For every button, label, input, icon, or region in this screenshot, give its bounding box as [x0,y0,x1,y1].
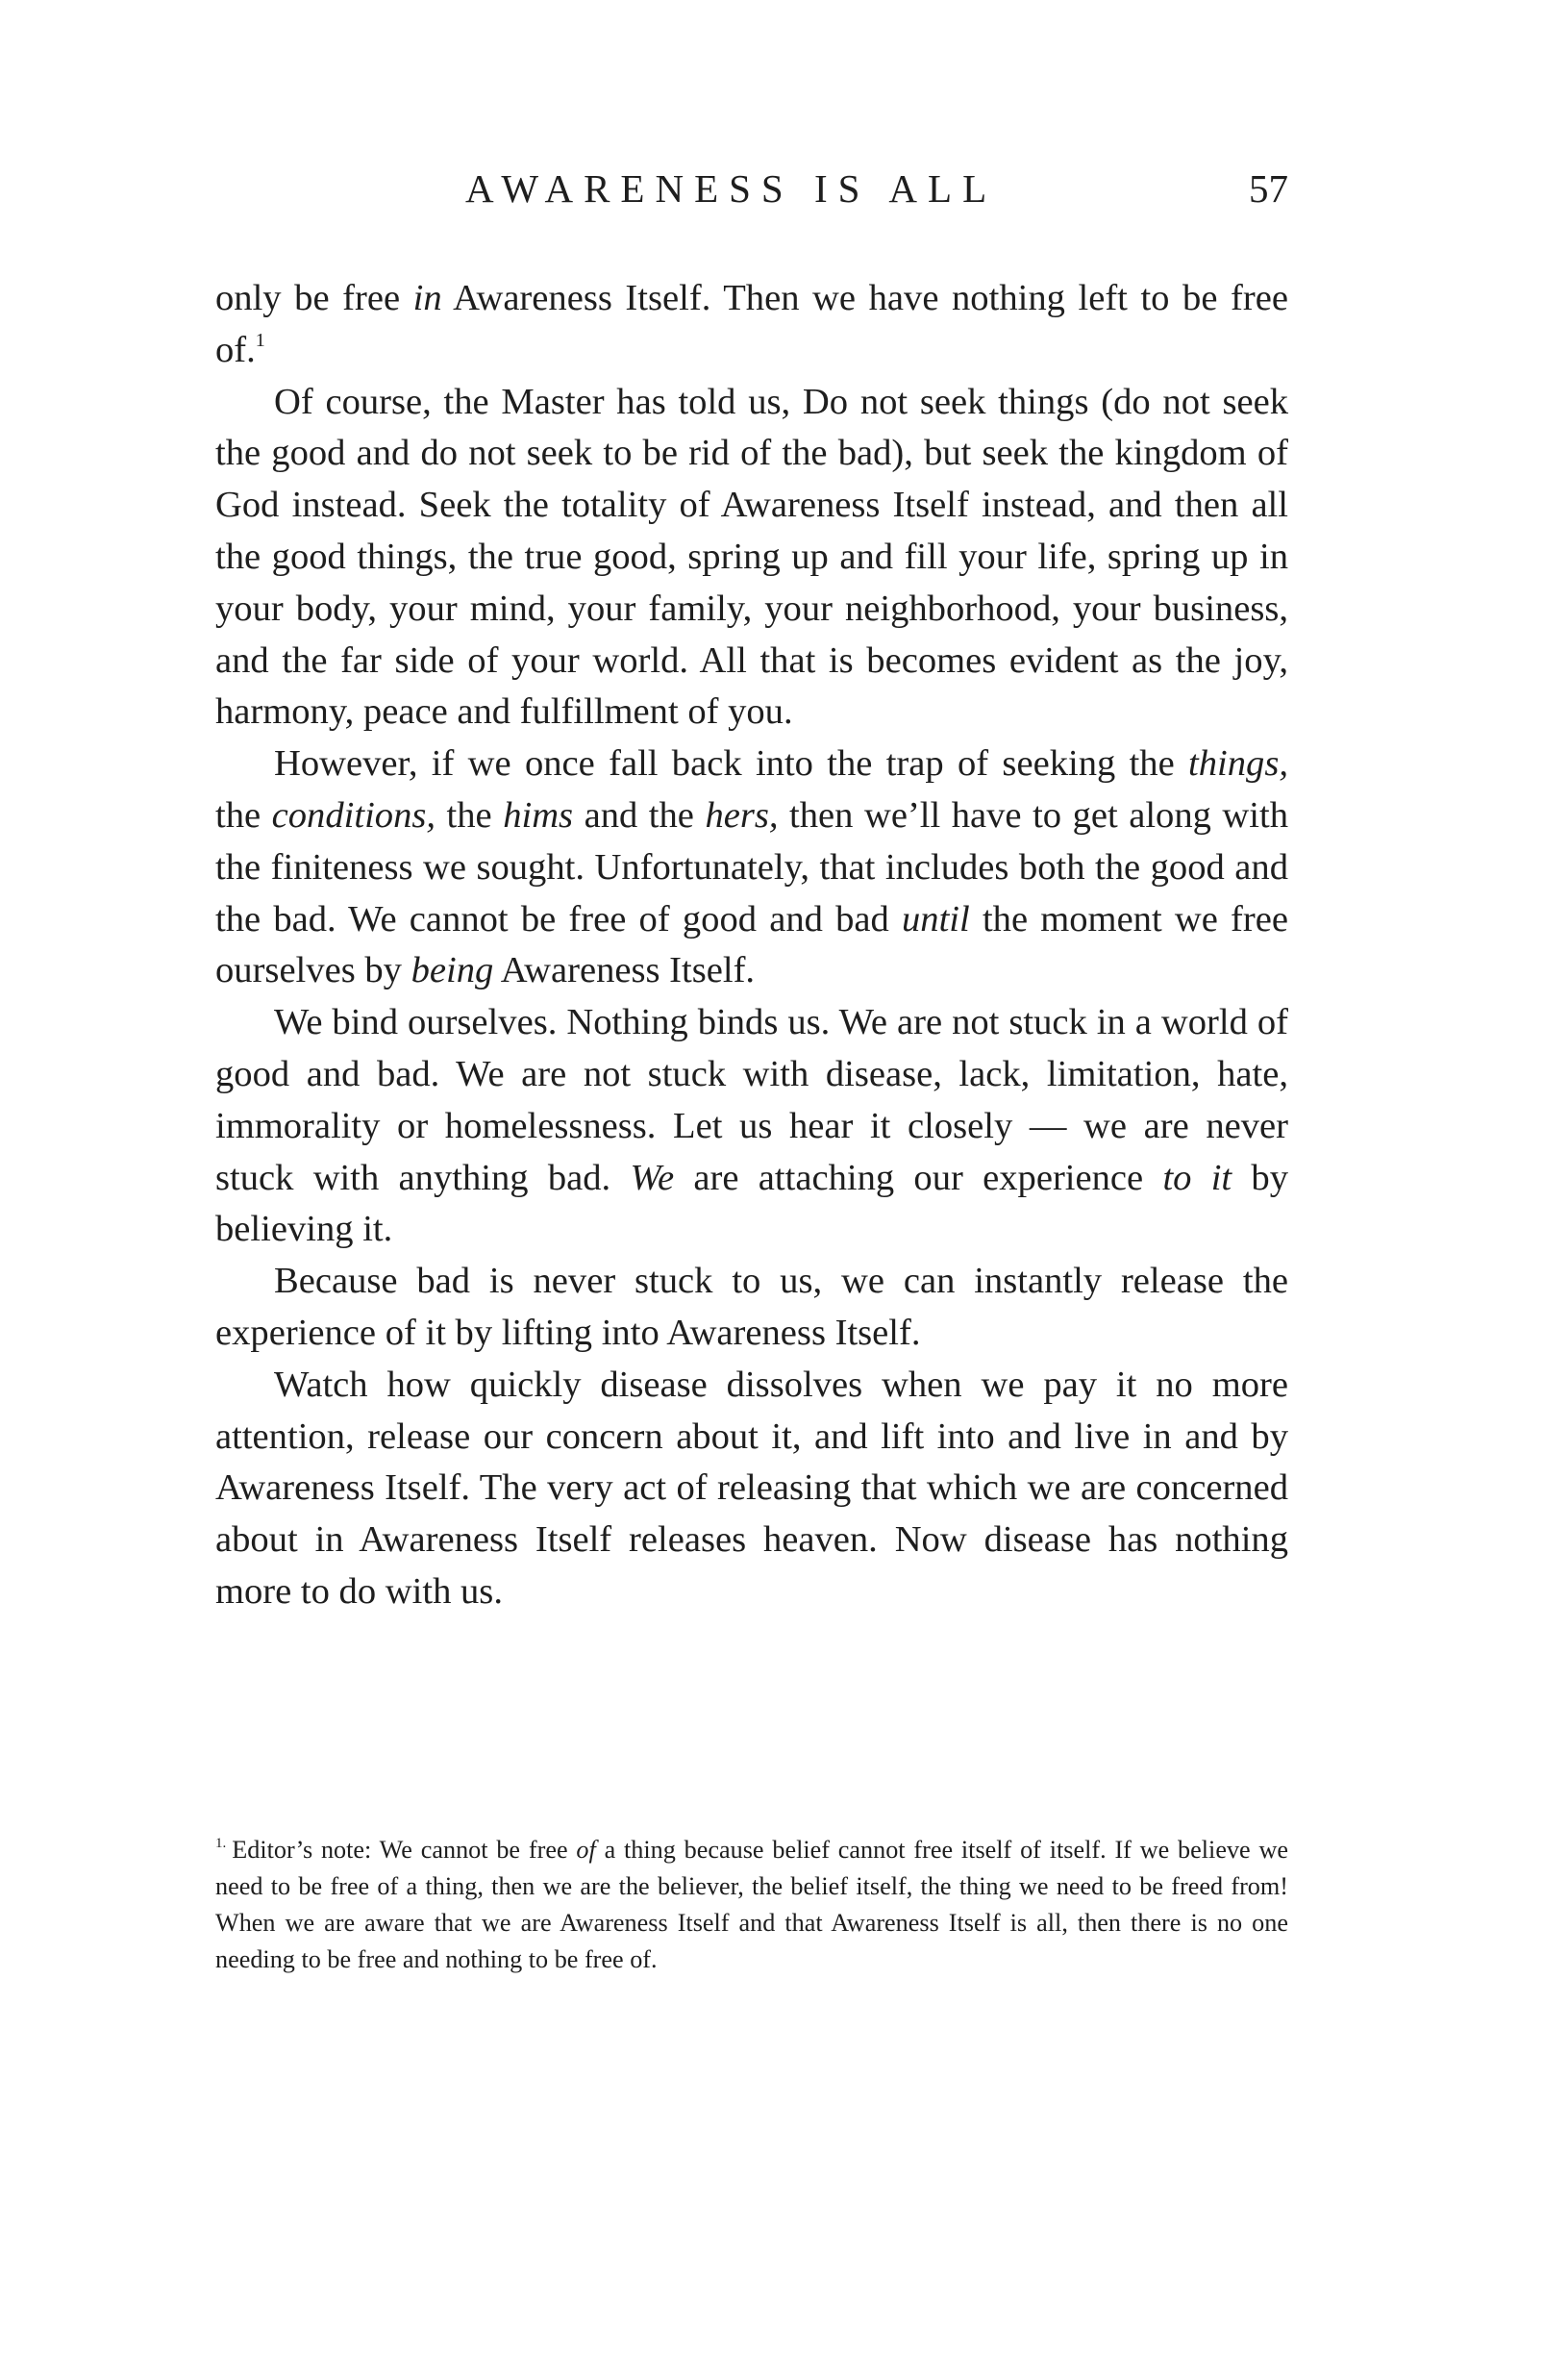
footnote-mark: 1. [215,1836,227,1851]
body-text [215,273,1288,1618]
italic-run: in [412,278,442,318]
text-run: then we’ll have to get along with the finiteness we sought. Unfortunately, that includes both the good and the bad. We cannot be free of good and bad [215,794,1289,939]
text-run: by believing it. [215,1157,1288,1250]
footnote [215,1832,1288,1978]
text-run: Editor’s note: We cannot be free [232,1836,577,1864]
text-run: However, if we once fall back into the trap of seeking the [274,743,1189,785]
italic-run: until [902,898,970,939]
text-run: Awareness Itself. Then we have nothing left to be free of. [215,278,1288,370]
text-run: the moment we free ourselves by [215,898,1288,991]
text-run: only be free [215,278,413,318]
italic-run: hers, [705,794,779,836]
text-run: Awareness Itself. [493,950,756,991]
text-run: We bind ourselves. Nothing binds us. We are not stuck in a world of good and bad. We are not stuck with disease, lack, limitation, hate, immorality or homelessness. Let us hear it closely — we are never stuck with anything bad. [215,1002,1288,1198]
italic-run: being [411,950,494,991]
footnote-reference[interactable]: 1 [255,329,265,351]
running-head [215,160,1288,217]
italic-run: hims [503,794,574,836]
text-run: a thing because belief cannot free itself of itself. If we believe we need to be free of a thing, then we are the believer, the belief itself, the thing we need to be freed from! When we are aware that we are Awareness Itself and that Awareness Itself is all, then there is no one needing to be free and nothing to be free of. [215,1836,1289,1973]
paragraph-6: Watch how quickly disease dissolves when we pay it no more attention, release our concern about it, and lift into and live in and by Awareness Itself. The very act of releasing that which we are concerned about in Awareness Itself releases heaven. Now disease has nothing more to do with us. [215,1364,1288,1612]
italic-run: of [576,1836,596,1864]
paragraph-4 [215,997,1288,1256]
text-run: are attaching our experience [674,1157,1163,1198]
text-run: the [215,794,272,836]
paragraph-5: Because bad is never stuck to us, we can instantly release the experience of it by lifting into Awareness Itself. [215,1261,1288,1353]
italic-run: We [630,1157,675,1198]
italic-run: things, [1188,743,1288,785]
italic-run: to it [1162,1157,1232,1198]
paragraph-3 [215,739,1288,997]
text-run: the [436,794,504,836]
paragraph-1 [215,273,1288,377]
italic-run: conditions, [271,794,436,836]
text-run: and the [573,794,706,836]
running-title: AWARENESS IS ALL [465,166,998,211]
footnote-text [215,1832,1288,1978]
page-number: 57 [1249,166,1288,211]
paragraph-2: Of course, the Master has told us, Do not seek things (do not seek the good and do not seek to be rid of the bad), but seek the kingdom of God instead. Seek the totality of Awareness Itself instead, and then all the good things, the true good, spring up and fill your life, spring up in your body, your mind, your family, your neighborhood, your business, and the far side of your world. All that is becomes evident as the joy, harmony, peace and fulfillment of you. [215,381,1288,733]
